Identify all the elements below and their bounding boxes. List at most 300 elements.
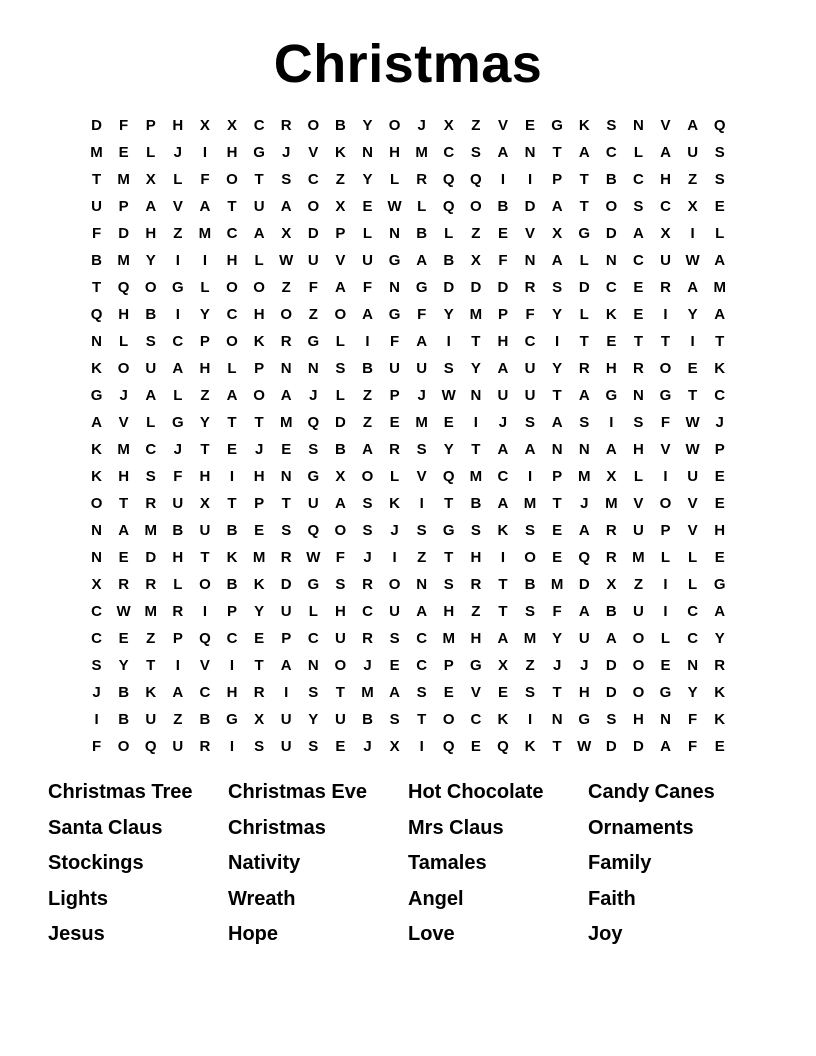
grid-letter: U [687, 144, 699, 161]
grid-letter: T [444, 495, 454, 512]
grid-letter: R [118, 576, 130, 593]
grid-letter: T [471, 333, 481, 350]
grid-letter: B [118, 684, 130, 701]
grid-letter: E [687, 360, 698, 377]
grid-letter: T [579, 171, 589, 188]
grid-letter: J [580, 495, 589, 512]
grid-letter: S [606, 711, 617, 728]
grid-letter: S [470, 522, 481, 539]
grid-letter: Y [362, 171, 373, 188]
grid-letter: H [334, 603, 346, 620]
grid-letter: A [524, 441, 536, 458]
grid-letter: T [552, 738, 562, 755]
grid-letter: N [389, 225, 400, 242]
grid-letter: Z [146, 630, 156, 647]
grid-row [83, 436, 733, 463]
grid-letter: O [307, 198, 320, 215]
grid-letter: L [254, 252, 264, 269]
grid-letter: U [362, 252, 373, 269]
grid-letter: A [497, 360, 509, 377]
grid-letter: A [416, 603, 428, 620]
grid-letter: F [660, 414, 671, 431]
grid-letter: R [416, 171, 428, 188]
grid-letter: U [91, 198, 102, 215]
grid-letter: W [116, 603, 131, 620]
grid-letter: N [687, 657, 699, 674]
grid-letter: C [687, 603, 699, 620]
grid-letter: B [362, 711, 373, 728]
grid-letter: R [470, 576, 482, 593]
grid-letter: A [687, 117, 699, 134]
grid-letter: K [145, 684, 157, 701]
grid-letter: P [145, 117, 156, 134]
grid-letter: C [633, 171, 644, 188]
grid-letter: T [254, 657, 264, 674]
grid-letter: Z [471, 225, 481, 242]
grid-letter: A [714, 252, 726, 269]
grid-letter: S [470, 144, 481, 161]
grid-letter: S [416, 441, 427, 458]
grid-letter: K [91, 468, 102, 485]
grid-letter: Z [362, 387, 373, 404]
grid-letter: G [578, 711, 591, 728]
grid-row [83, 355, 733, 382]
grid-letter: L [579, 306, 589, 323]
grid-letter: H [253, 306, 265, 323]
grid-letter: F [688, 738, 698, 755]
grid-letter: U [687, 468, 699, 485]
grid-letter: U [633, 603, 644, 620]
grid-letter: L [227, 360, 237, 377]
grid-letter: O [659, 495, 672, 512]
grid-letter: L [335, 333, 345, 350]
grid-letter: A [91, 414, 102, 431]
grid-letter: M [523, 495, 537, 512]
grid-letter: C [605, 279, 617, 296]
grid-letter: D [578, 279, 590, 296]
grid-letter: Q [470, 171, 482, 188]
grid-letter: L [444, 225, 454, 242]
grid-letter: I [609, 414, 614, 431]
grid-letter: N [91, 333, 102, 350]
grid-letter: M [523, 630, 537, 647]
grid-letter: D [334, 414, 346, 431]
grid-letter: C [226, 306, 238, 323]
grid-letter: O [280, 306, 293, 323]
grid-letter: S [416, 684, 427, 701]
grid-letter: Q [578, 549, 591, 566]
grid-letter: A [389, 684, 400, 701]
grid-letter: L [660, 630, 671, 647]
grid-letter: I [663, 468, 668, 485]
grid-letter: A [714, 603, 726, 620]
grid-letter: I [500, 171, 506, 188]
grid-letter: A [172, 360, 184, 377]
grid-letter: G [470, 657, 482, 674]
grid-letter: L [417, 198, 427, 215]
grid-letter: E [227, 441, 238, 458]
grid-letter: C [660, 198, 671, 215]
grid-letter: I [473, 414, 478, 431]
grid-letter: T [498, 603, 508, 620]
grid-letter: M [117, 171, 130, 188]
grid-letter: H [633, 441, 644, 458]
grid-letter: T [633, 333, 643, 350]
grid-letter: A [714, 306, 726, 323]
grid-letter: T [444, 549, 454, 566]
grid-letter: T [91, 171, 102, 188]
grid-letter: M [469, 468, 483, 485]
grid-letter: U [389, 360, 400, 377]
grid-letter: W [685, 441, 700, 458]
grid-letter: Z [335, 171, 345, 188]
grid-letter: I [446, 333, 451, 350]
grid-letter: B [118, 711, 130, 728]
grid-letter: L [146, 144, 156, 161]
grid-letter: Q [117, 279, 130, 296]
grid-letter: I [555, 333, 560, 350]
grid-letter: U [280, 711, 292, 728]
grid-letter: S [525, 522, 536, 539]
grid-letter: S [389, 711, 400, 728]
grid-letter: M [279, 414, 293, 431]
grid-letter: K [91, 360, 102, 377]
grid-row [83, 733, 733, 760]
grid-letter: I [202, 252, 207, 269]
grid-letter: C [226, 630, 238, 647]
grid-letter: A [497, 495, 509, 512]
grid-letter: Y [443, 306, 454, 323]
grid-letter: D [470, 279, 482, 296]
grid-letter: S [145, 333, 156, 350]
grid-letter: I [229, 657, 235, 674]
grid-letter: K [524, 738, 536, 755]
grid-letter: Q [497, 738, 509, 755]
grid-letter: P [172, 630, 183, 647]
grid-letter: F [91, 738, 102, 755]
grid-letter: P [389, 387, 400, 404]
grid-letter: E [389, 414, 400, 431]
grid-letter: U [280, 738, 292, 755]
word-list-item: Hot Chocolate [408, 781, 544, 803]
grid-letter: E [660, 657, 671, 674]
grid-letter: Q [144, 738, 157, 755]
grid-letter: E [254, 522, 265, 539]
grid-letter: H [199, 468, 211, 485]
grid-letter: O [334, 306, 347, 323]
grid-letter: P [118, 198, 129, 215]
grid-letter: C [199, 684, 211, 701]
grid-letter: Y [118, 657, 129, 674]
grid-letter: F [119, 117, 129, 134]
grid-row [83, 652, 733, 679]
grid-letter: X [687, 198, 698, 215]
grid-letter: A [605, 630, 617, 647]
grid-letter: E [118, 549, 129, 566]
grid-letter: N [362, 144, 373, 161]
grid-letter: L [173, 576, 183, 593]
grid-letter: J [119, 387, 128, 404]
grid-letter: O [144, 279, 157, 296]
grid-row [83, 247, 733, 274]
grid-letter: X [443, 117, 454, 134]
grid-letter: X [660, 225, 671, 242]
grid-row [83, 598, 733, 625]
grid-letter: B [199, 711, 211, 728]
grid-letter: Q [199, 630, 211, 647]
grid-letter: C [605, 144, 617, 161]
grid-letter: U [578, 630, 590, 647]
grid-letter: C [172, 333, 184, 350]
grid-letter: L [633, 144, 643, 161]
grid-letter: A [497, 441, 509, 458]
grid-letter: W [685, 414, 700, 431]
grid-letter: X [227, 117, 238, 134]
grid-letter: J [417, 117, 426, 134]
grid-letter: A [145, 198, 157, 215]
grid-letter: V [687, 522, 698, 539]
grid-letter: D [91, 117, 102, 134]
grid-letter: S [308, 441, 319, 458]
grid-letter: L [633, 468, 643, 485]
grid-letter: A [199, 198, 211, 215]
grid-letter: R [605, 549, 617, 566]
grid-letter: P [443, 657, 454, 674]
grid-letter: H [578, 684, 590, 701]
grid-letter: O [388, 117, 401, 134]
grid-letter: B [226, 522, 238, 539]
grid-letter: T [200, 441, 210, 458]
grid-letter: G [388, 252, 401, 269]
grid-letter: O [470, 198, 482, 215]
grid-letter: A [578, 522, 590, 539]
word-list-item: Candy Canes [588, 781, 715, 803]
grid-letter: I [527, 171, 533, 188]
grid-letter: S [633, 414, 644, 431]
grid-letter: T [227, 495, 237, 512]
grid-letter: C [145, 441, 157, 458]
grid-letter: W [387, 198, 402, 215]
grid-letter: R [280, 333, 292, 350]
grid-letter: I [690, 333, 695, 350]
grid-letter: M [605, 495, 618, 512]
grid-letter: B [362, 360, 373, 377]
grid-letter: M [144, 603, 157, 620]
grid-letter: M [577, 468, 591, 485]
grid-letter: M [144, 522, 157, 539]
grid-letter: T [552, 684, 562, 701]
grid-letter: G [578, 225, 591, 242]
grid-letter: G [659, 684, 672, 701]
grid-letter: I [175, 657, 180, 674]
grid-letter: X [335, 198, 346, 215]
grid-letter: M [442, 630, 456, 647]
grid-letter: S [525, 684, 536, 701]
grid-letter: A [578, 387, 590, 404]
grid-letter: Z [471, 603, 481, 620]
grid-letter: U [524, 387, 536, 404]
grid-letter: S [335, 360, 346, 377]
word-list-item: Stockings [48, 852, 144, 875]
grid-letter: S [416, 522, 427, 539]
grid-letter: P [714, 441, 725, 458]
grid-letter: S [606, 117, 617, 134]
grid-letter: O [659, 360, 672, 377]
grid-letter: B [416, 225, 428, 242]
grid-letter: F [335, 549, 345, 566]
word-list-item: Tamales [408, 852, 487, 875]
grid-letter: P [660, 522, 671, 539]
grid-letter: A [280, 657, 292, 674]
grid-letter: A [280, 387, 292, 404]
grid-letter: N [578, 441, 590, 458]
grid-letter: S [362, 522, 373, 539]
grid-letter: I [94, 711, 99, 728]
grid-letter: O [388, 576, 401, 593]
grid-letter: J [363, 657, 372, 674]
grid-letter: J [715, 414, 724, 431]
grid-row [83, 328, 733, 355]
grid-letter: K [253, 576, 265, 593]
grid-letter: Y [552, 630, 563, 647]
grid-letter: K [226, 549, 238, 566]
grid-letter: U [307, 252, 319, 269]
grid-letter: S [443, 576, 454, 593]
grid-letter: B [172, 522, 184, 539]
grid-letter: R [145, 495, 157, 512]
grid-letter: M [252, 549, 266, 566]
grid-letter: N [524, 144, 536, 161]
grid-letter: Y [687, 306, 698, 323]
grid-letter: G [415, 279, 428, 296]
grid-letter: I [500, 549, 506, 566]
grid-letter: R [145, 576, 157, 593]
grid-letter: F [417, 306, 427, 323]
grid-letter: V [633, 495, 644, 512]
grid-letter: O [117, 738, 130, 755]
grid-letter: V [525, 225, 536, 242]
grid-letter: V [660, 441, 671, 458]
grid-letter: V [687, 495, 698, 512]
grid-letter: A [253, 225, 265, 242]
grid-letter: D [118, 225, 130, 242]
grid-letter: R [660, 279, 671, 296]
word-list-item: Hope [228, 923, 278, 946]
grid-letter: N [91, 549, 102, 566]
grid-letter: U [145, 711, 157, 728]
grid-letter: G [659, 387, 672, 404]
grid-letter: I [202, 144, 207, 161]
grid-letter: H [497, 333, 509, 350]
grid-letter: Q [442, 738, 455, 755]
grid-letter: V [660, 117, 671, 134]
grid-letter: O [334, 522, 347, 539]
grid-letter: A [551, 252, 563, 269]
grid-letter: E [633, 279, 644, 296]
grid-letter: S [254, 738, 265, 755]
grid-letter: J [173, 144, 182, 161]
grid-letter: L [362, 225, 373, 242]
grid-letter: I [527, 711, 533, 728]
grid-letter: Z [173, 225, 183, 242]
grid-letter: Z [688, 171, 698, 188]
word-list-item: Ornaments [588, 816, 694, 839]
grid-row [83, 679, 733, 706]
grid-letter: N [91, 522, 102, 539]
grid-letter: N [605, 252, 617, 269]
grid-letter: M [713, 279, 726, 296]
grid-letter: U [145, 360, 157, 377]
grid-letter: D [633, 738, 644, 755]
grid-letter: F [688, 711, 698, 728]
grid-letter: K [389, 495, 400, 512]
grid-letter: I [284, 684, 289, 701]
grid-letter: G [253, 144, 265, 161]
grid-letter: X [281, 225, 292, 242]
grid-letter: F [91, 225, 102, 242]
grid-letter: R [172, 603, 184, 620]
grid-letter: A [660, 144, 671, 161]
grid-letter: Y [199, 414, 210, 431]
grid-letter: U [334, 630, 346, 647]
grid-letter: I [229, 468, 235, 485]
grid-letter: A [605, 441, 617, 458]
grid-letter: A [660, 738, 671, 755]
grid-letter: Z [471, 117, 481, 134]
grid-row [83, 490, 733, 517]
grid-letter: C [497, 468, 509, 485]
grid-letter: S [308, 738, 319, 755]
grid-letter: C [91, 603, 102, 620]
grid-letter: P [497, 306, 508, 323]
grid-letter: U [660, 252, 671, 269]
grid-letter: U [416, 360, 428, 377]
grid-letter: K [253, 333, 265, 350]
grid-letter: A [497, 144, 509, 161]
grid-letter: K [714, 360, 726, 377]
grid-letter: J [363, 549, 372, 566]
grid-letter: S [633, 198, 644, 215]
grid-letter: S [552, 279, 563, 296]
grid-letter: E [497, 225, 508, 242]
grid-letter: C [416, 657, 428, 674]
grid-letter: H [145, 225, 157, 242]
grid-letter: C [91, 630, 102, 647]
grid-letter: L [173, 387, 183, 404]
grid-row [83, 112, 733, 139]
grid-letter: E [497, 684, 508, 701]
grid-letter: S [525, 603, 536, 620]
grid-letter: E [362, 198, 373, 215]
grid-letter: P [552, 171, 563, 188]
grid-letter: F [389, 333, 400, 350]
grid-letter: E [281, 441, 292, 458]
word-list-item: Love [408, 923, 455, 946]
grid-letter: Y [552, 306, 563, 323]
grid-letter: A [362, 441, 373, 458]
grid-letter: P [254, 360, 265, 377]
word-list-item: Angel [408, 887, 464, 910]
grid-letter: G [90, 387, 103, 404]
word-list-item: Nativity [228, 852, 301, 875]
grid-letter: S [525, 414, 536, 431]
grid-letter: C [416, 630, 428, 647]
grid-letter: E [714, 738, 725, 755]
grid-letter: F [552, 603, 562, 620]
grid-row [83, 301, 733, 328]
grid-letter: A [578, 144, 590, 161]
grid-letter: Q [442, 171, 455, 188]
